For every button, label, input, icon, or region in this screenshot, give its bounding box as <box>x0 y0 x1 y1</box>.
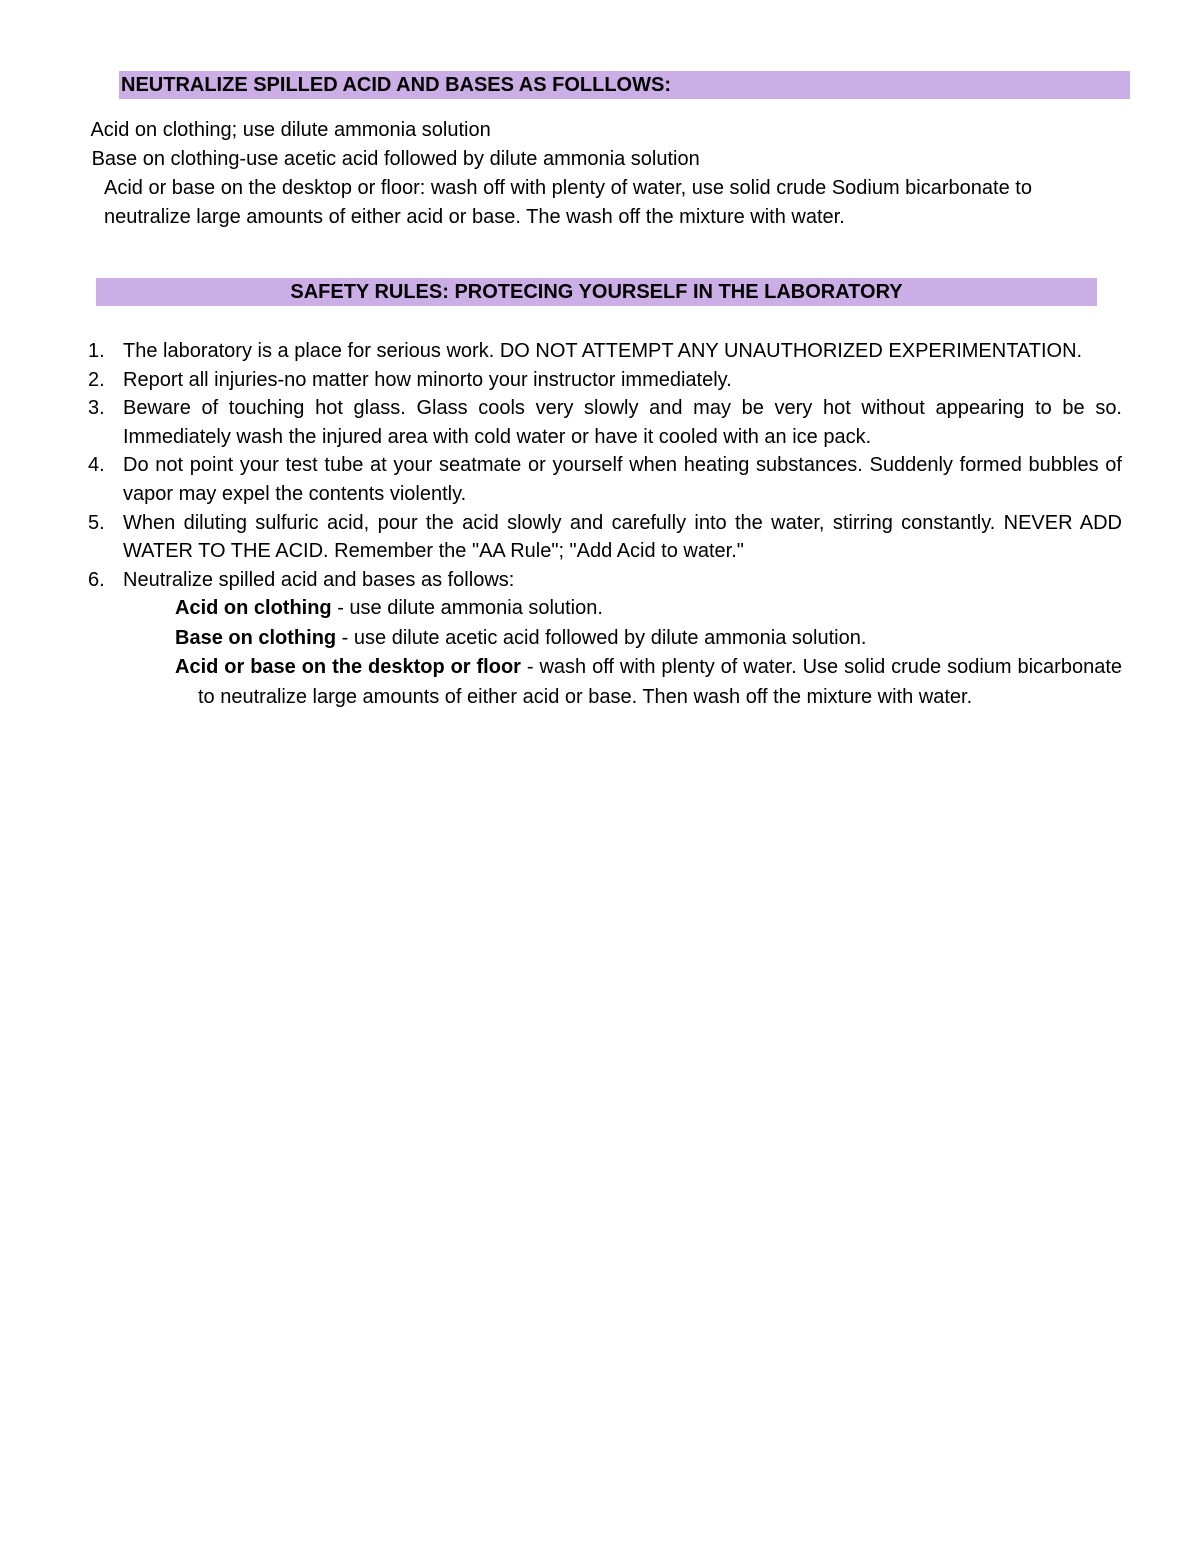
rule-text: Report all injuries-no matter how minorto your instructor immediately. <box>123 368 732 391</box>
bullet-text: Acid on clothing; use dilute ammonia solution <box>90 119 491 141</box>
heading-text: NEUTRALIZE SPILLED ACID AND BASES AS FOLLLOWS: <box>121 74 671 96</box>
rule-number: 4. <box>88 454 105 477</box>
rule-subitems <box>85 594 1122 712</box>
rule-number: 1. <box>88 340 105 362</box>
rule-text: The laboratory is a place for serious work. DO NOT ATTEMPT ANY UNAUTHORIZED EXPERIMENTATION. <box>123 340 1083 362</box>
bullet-base-on-clothing <box>72 145 700 174</box>
rule-text: Do not point your test tube at your seatmate or yourself when heating substances. Suddenly formed bubbles of vapor may expel the contents violently. <box>123 454 1122 505</box>
rule-text: When diluting sulfuric acid, pour the acid slowly and carefully into the water, stirring constantly. NEVER ADD WATER TO THE ACID. Remember the "AA Rule"; "Add Acid to water." <box>123 511 1122 563</box>
heading-text: SAFETY RULES: PROTECING YOURSELF IN THE LABORATORY <box>290 281 903 303</box>
paragraph-text: Acid or base on the desktop or floor: wash off with plenty of water, use solid crude Sodium bicarbonate to neutralize large amounts of either acid or base. The wash off the mixture with water. <box>104 177 1032 228</box>
subitem-bold: Acid or base on the desktop or floor <box>175 656 521 679</box>
section-heading-safety-rules <box>96 278 1097 306</box>
subitem-bold: Base on clothing <box>175 626 337 649</box>
rule-item <box>85 566 1122 595</box>
section-heading-neutralize <box>119 71 1130 99</box>
subitem-text: - wash off with plenty of water. Use solid crude sodium bicarbonate to neutralize large amounts of either acid or base. Then wash off the mixture with water. <box>198 656 1123 708</box>
rule-item <box>85 451 1122 508</box>
rule-number: 3. <box>88 397 105 420</box>
rule-number: 6. <box>88 568 105 591</box>
rule-text: Beware of touching hot glass. Glass cools very slowly and may be very hot without appearing to be so. Immediately wash the injured area with cold water or have it cooled with an ice pack. <box>123 397 1122 448</box>
rule-item <box>85 337 1122 366</box>
safety-rules-list <box>85 337 1122 712</box>
bullet-acid-on-clothing <box>72 116 491 145</box>
rule-number: 2. <box>88 368 105 391</box>
bullet-text: Base on clothing-use acetic acid followed by dilute ammonia solution <box>91 148 700 170</box>
subitem-text: - use dilute ammonia solution. <box>331 597 603 620</box>
subitem-text: - use dilute acetic acid followed by dilute ammonia solution. <box>336 626 867 649</box>
rule-item <box>85 394 1122 451</box>
subitem-base-on-clothing <box>161 624 1122 654</box>
rule-number: 5. <box>88 511 105 534</box>
paragraph-desktop-floor <box>104 174 1066 231</box>
rule-item <box>85 366 1122 395</box>
subitem-acid-on-clothing <box>161 594 1122 624</box>
subitem-desktop-floor <box>161 653 1122 712</box>
rule-text: Neutralize spilled acid and bases as follows: <box>123 568 515 591</box>
rule-item <box>85 509 1122 566</box>
subitem-bold: Acid on clothing <box>175 597 332 620</box>
